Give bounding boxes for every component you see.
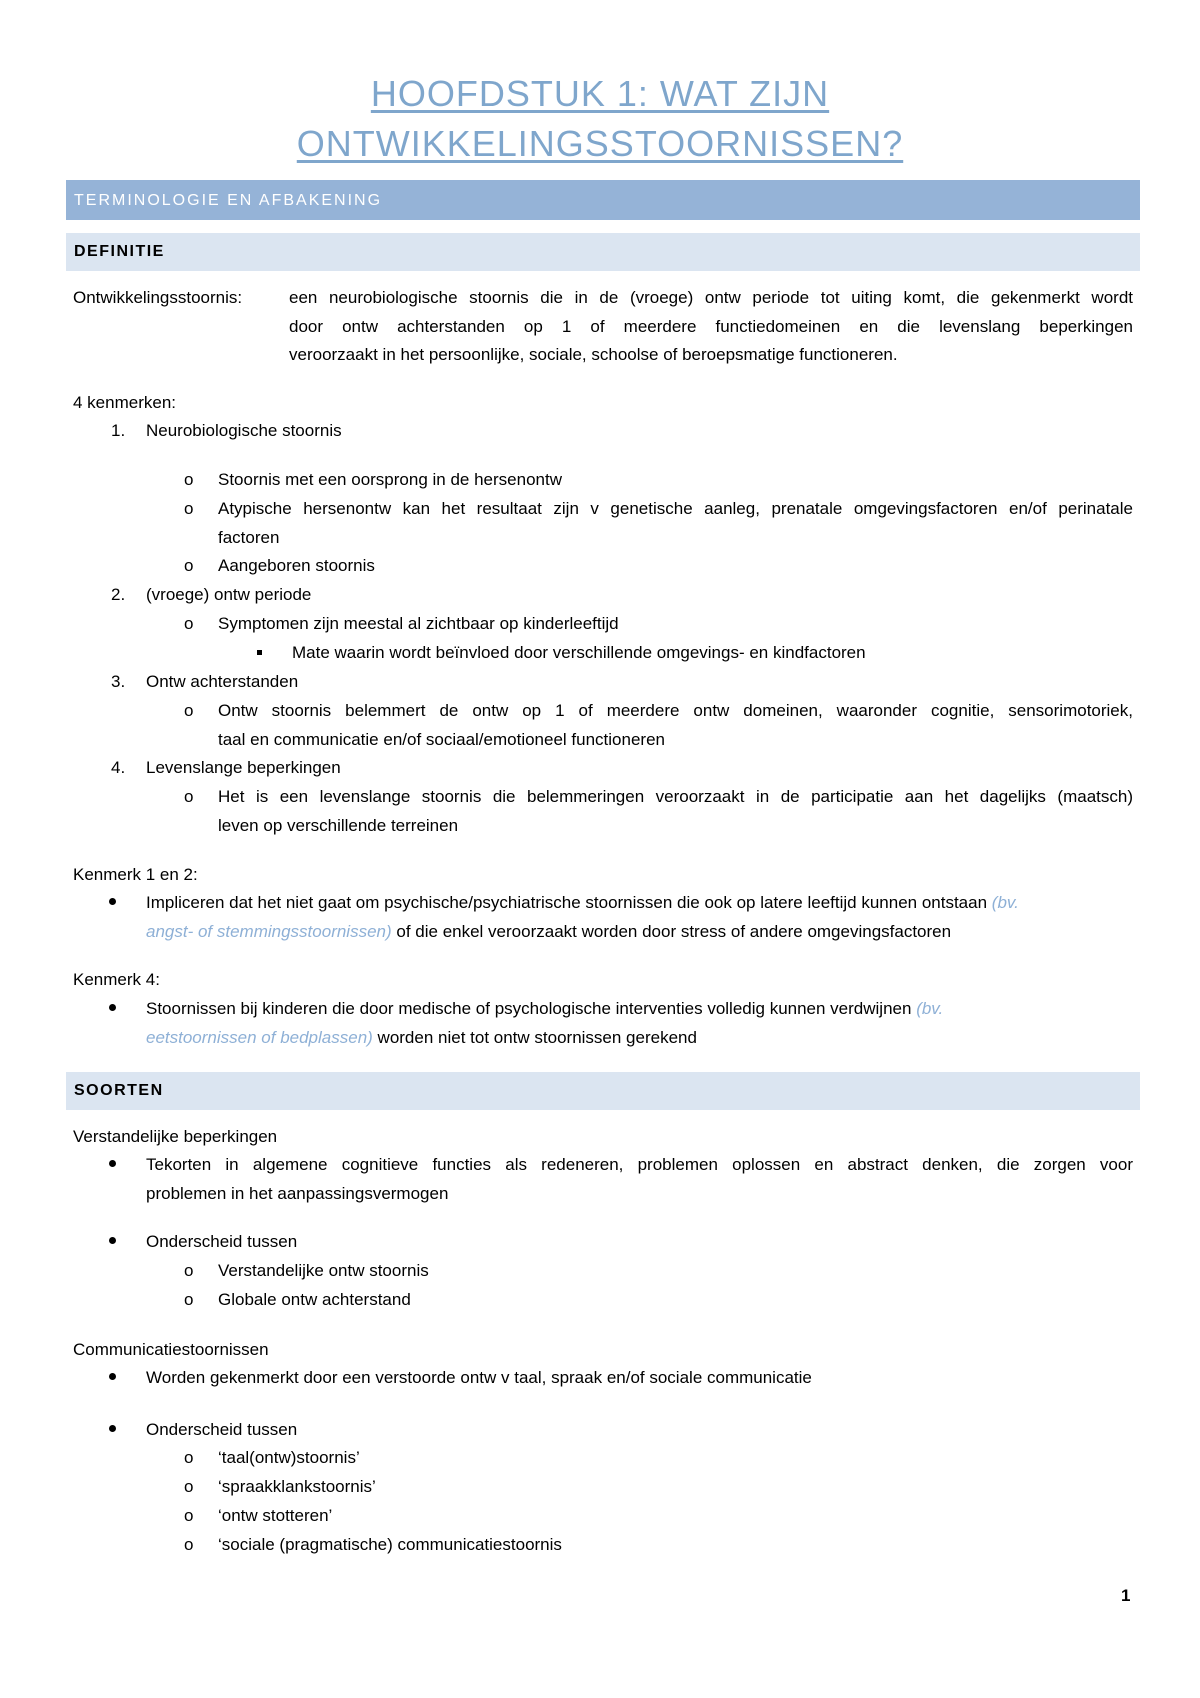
sub-bullet-marker: o — [184, 787, 194, 806]
list-item: Aangeboren stoornis — [218, 556, 375, 575]
sub-bullet-marker: o — [184, 470, 194, 489]
list-item: Onderscheid tussen — [146, 1420, 298, 1439]
list-item: Worden gekenmerkt door een verstoorde ontw v taal, spraak en/of sociale communicatie — [146, 1368, 812, 1387]
page-number: 1 — [1121, 1586, 1131, 1605]
bullet-icon — [109, 1425, 116, 1432]
chapter-title-line-2: ONTWIKKELINGSSTOORNISSEN? — [296, 123, 904, 164]
kenmerk-2-label: (vroege) ontw periode — [146, 585, 312, 604]
definition-line-1: een neurobiologische stoornis die in de (vroege) ontw periode tot uiting komt, die gekenmerkt wordt — [289, 288, 1133, 307]
list-number: 2. — [111, 585, 126, 604]
kenmerk-4-heading: Kenmerk 4: — [73, 970, 160, 989]
kenmerk-4-line-1: Stoornissen bij kinderen die door medische of psychologische interventies volledig kunnen verdwijnen (bv. — [146, 999, 944, 1018]
definitie-heading: DEFINITIE — [74, 243, 165, 260]
list-number: 1. — [111, 421, 126, 440]
kenmerken-intro: 4 kenmerken: — [73, 393, 176, 412]
list-item: Ontw stoornis belemmert de ontw op 1 of meerdere ontw domeinen, waaronder cognitie, sensorimotoriek, — [218, 701, 1133, 720]
soorten-heading: SOORTEN — [74, 1082, 164, 1099]
list-item: Tekorten in algemene cognitieve functies als redeneren, problemen oplossen en abstract denken, die zorgen voor — [146, 1155, 1133, 1174]
example-text: angst- of stemmingsstoornissen) — [146, 922, 392, 941]
list-item: factoren — [218, 528, 280, 547]
list-item: Onderscheid tussen — [146, 1232, 298, 1251]
list-item: ‘sociale (pragmatische) communicatiestoornis — [218, 1535, 562, 1554]
list-item: Atypische hersenontw kan het resultaat zijn v genetische aanleg, prenatale omgevingsfactoren en/of perinatale — [218, 499, 1133, 518]
chapter-title-line-1: HOOFDSTUK 1: WAT ZIJN — [370, 73, 830, 114]
kenmerk-1-label: Neurobiologische stoornis — [146, 421, 342, 440]
soorten-heading-band — [66, 1072, 1140, 1110]
bullet-icon — [109, 1373, 116, 1380]
sub-bullet-marker: o — [184, 1290, 194, 1309]
list-number: 4. — [111, 758, 126, 777]
kenmerk-4-line-2: eetstoornissen of bedplassen) worden niet tot ontw stoornissen gerekend — [146, 1028, 697, 1047]
list-item: Symptomen zijn meestal al zichtbaar op kinderleeftijd — [218, 614, 619, 633]
list-item: Globale ontw achterstand — [218, 1290, 411, 1309]
list-item: Stoornis met een oorsprong in de hersenontw — [218, 470, 562, 489]
sub-bullet-marker: o — [184, 1261, 194, 1280]
sub-bullet-marker: o — [184, 1506, 194, 1525]
list-item: ‘taal(ontw)stoornis’ — [218, 1448, 360, 1467]
list-item: Het is een levenslange stoornis die belemmeringen veroorzaakt in de participatie aan het dagelijks (maatsch) — [218, 787, 1133, 806]
list-item: ‘spraakklankstoornis’ — [218, 1477, 376, 1496]
section-heading-band — [66, 180, 1140, 220]
section-heading: TERMINOLOGIE EN AFBAKENING — [74, 192, 383, 209]
sub-bullet-marker: o — [184, 556, 194, 575]
sub-bullet-marker: o — [184, 1477, 194, 1496]
sub-bullet-marker: o — [184, 614, 194, 633]
bullet-icon — [109, 898, 116, 905]
bullet-icon — [109, 1004, 116, 1011]
definition-line-2: door ontw achterstanden op 1 of meerdere functiedomeinen en die levenslang beperkingen — [289, 317, 1133, 336]
definition-line-3: veroorzaakt in het persoonlijke, sociale, schoolse of beroepsmatige functioneren. — [289, 345, 898, 364]
bullet-icon — [109, 1237, 116, 1244]
sub-bullet-marker: o — [184, 701, 194, 720]
list-item: taal en communicatie en/of sociaal/emotioneel functioneren — [218, 730, 665, 749]
sub-bullet-marker: o — [184, 1448, 194, 1467]
verstandelijk-heading: Verstandelijke beperkingen — [73, 1127, 278, 1146]
square-bullet-icon — [257, 650, 262, 655]
sub-bullet-marker: o — [184, 499, 194, 518]
list-item: Mate waarin wordt beïnvloed door verschillende omgevings- en kindfactoren — [292, 643, 866, 662]
list-item: leven op verschillende terreinen — [218, 816, 459, 835]
example-text: (bv. — [991, 893, 1019, 912]
kenmerk-4-label: Levenslange beperkingen — [146, 758, 341, 777]
definition-term: Ontwikkelingsstoornis: — [73, 288, 243, 307]
sub-bullet-marker: o — [184, 1535, 194, 1554]
kenmerk-12-line-2: angst- of stemmingsstoornissen) of die enkel veroorzaakt worden door stress of andere omgevingsfactoren — [146, 922, 952, 941]
communicatie-heading: Communicatiestoornissen — [73, 1340, 269, 1359]
list-item: Verstandelijke ontw stoornis — [218, 1261, 429, 1280]
kenmerk-12-line-1: Impliceren dat het niet gaat om psychische/psychiatrische stoornissen die ook op latere leeftijd kunnen ontstaan (bv. — [146, 893, 1019, 912]
list-item: problemen in het aanpassingsvermogen — [146, 1184, 449, 1203]
list-item: ‘ontw stotteren’ — [218, 1506, 333, 1525]
kenmerk-3-label: Ontw achterstanden — [146, 672, 299, 691]
bullet-icon — [109, 1160, 116, 1167]
example-text: (bv. — [916, 999, 944, 1018]
example-text: eetstoornissen of bedplassen) — [146, 1028, 373, 1047]
list-number: 3. — [111, 672, 126, 691]
definitie-heading-band — [66, 233, 1140, 271]
kenmerk-12-heading: Kenmerk 1 en 2: — [73, 865, 198, 884]
